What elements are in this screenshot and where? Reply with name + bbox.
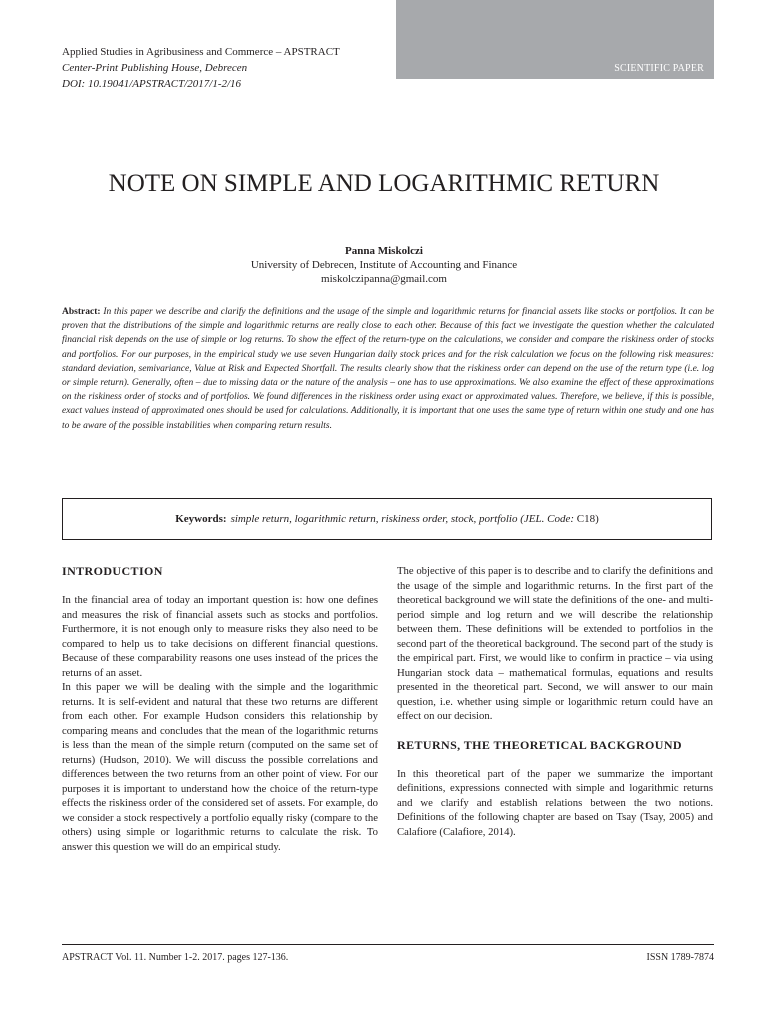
- footer-citation: APSTRACT Vol. 11. Number 1-2. 2017. pages 127-136.: [62, 952, 289, 963]
- author-block: [0, 244, 768, 286]
- paper-type-label: SCIENTIFIC PAPER: [614, 63, 704, 74]
- abstract-text: In this paper we describe and clarify the definitions and the usage of the simple and logarithmic returns for financial assets like stocks or portfolios. It can be proven that the distributions of the simple and logarithmic returns are really close to each other. Because of this fact we investigate the question whether the calculated financial risk depends on the use of simple or log returns. To show the effect of the return-type on the calculations, we consider and compare the riskiness order of stocks and portfolios. For our purposes, in the empirical study we use seven Hungarian daily stock prices and for the risk calculation we focus on the following risk measures: standard deviation, semivariance, Value at Risk and Expected Shortfall. The results clearly show that the riskiness order can depend on the use of the return type (i.e. log or simple return). Generally, often – due to missing data or the nature of the analysis – one has to use approximations. We also examine the effect of these approximations on the riskiness order of stocks and of portfolios. We found differences in the riskiness order using exact or approximated values. Therefore, we believe, if this is possible, exact values instead of approximated ones should be used for calculations. Additionally, it is important that one uses the same type of return within one study and one has to be aware of the possible instabilities when comparing return results.: [62, 307, 715, 431]
- journal-name: Applied Studies in Agribusiness and Commerce – APSTRACT: [62, 46, 340, 58]
- right-column: [397, 564, 713, 839]
- keywords-text: simple return, logarithmic return, riskiness order, stock, portfolio (JEL. Code:: [230, 513, 574, 525]
- doi-link[interactable]: DOI: 10.19041/APSTRACT/2017/1-2/16: [62, 78, 242, 90]
- returns-paragraph: In this theoretical part of the paper we summarize the important definitions, expressions connected with simple and logarithmic returns and we clarify and establish relations between the two notions. Definitions of the following chapter are based on Tsay (Tsay, 2005) and Calafiore (Calafiore, 2014).: [397, 767, 713, 838]
- introduction-heading: INTRODUCTION: [62, 564, 163, 578]
- abstract-label: Abstract:: [62, 307, 101, 317]
- objective-paragraph: The objective of this paper is to describe and to clarify the definitions and the usage of the simple and logarithmic returns. In the first part of the theoretical background we will state the definitions of the one- and multi-period simple and log return and we will describe the relationship between them. These definitions will be extended to portfolios in the second part of the theoretical background. The second part of the study is the empirical part. First, we would like to confirm in practice – via using Hungarian stock data – mathematical formulas, equations and results presented in the theoretical part. Second, we will answer to our main question, i.e. whether using simple or logarithmic return could have an effect on our decision.: [397, 565, 713, 722]
- paper-type-band: [396, 0, 714, 79]
- author-name: Panna Miskolczi: [345, 245, 423, 257]
- footer-issn: ISSN 1789-7874: [646, 952, 714, 963]
- keywords-label: Keywords:: [175, 513, 227, 525]
- abstract: [62, 305, 714, 433]
- publisher-line: Center-Print Publishing House, Debrecen: [62, 62, 248, 74]
- left-column: [62, 564, 378, 854]
- paper-title: NOTE ON SIMPLE AND LOGARITHMIC RETURN: [108, 170, 660, 197]
- intro-paragraph-2: In this paper we will be dealing with the simple and the logarithmic returns. It is self-evident and natural that these two returns are different from each other. For example Hudson considers this relationship by comparing means and concludes that the mean of the logarithmic returns is less than the mean of the simple return (computed on the same set of returns) (Hudson, 2010). We will discuss the possible correlations and differences between the two returns from an other point of view. For our purposes it is important to understand how the choice of the return-type effects the riskiness order of the considered set of assets. For example, do we consider a stock respectively a portfolio equally risky (compare to the others) using simple or logarithmic returns to calculate the risk. To answer this question we will do an empirical study.: [62, 681, 378, 853]
- footer-divider: [62, 944, 714, 945]
- returns-heading: RETURNS, THE THEORETICAL BACKGROUND: [397, 737, 682, 752]
- intro-paragraph-1: In the financial area of today an important question is: how one defines and measures the risk of financial assets such as stocks and portfolios. Furthermore, it is not enough only to measure risks they also need to be compared to help us to take decisions on different financial questions. Because of these comparability reasons one uses instead of the prices the returns of an asset.: [62, 594, 378, 679]
- author-affiliation: University of Debrecen, Institute of Accounting and Finance: [250, 259, 518, 271]
- jel-code: C18): [576, 513, 599, 525]
- keywords-box: [62, 498, 712, 540]
- journal-header: [62, 44, 340, 92]
- author-email[interactable]: miskolczipanna@gmail.com: [321, 273, 447, 285]
